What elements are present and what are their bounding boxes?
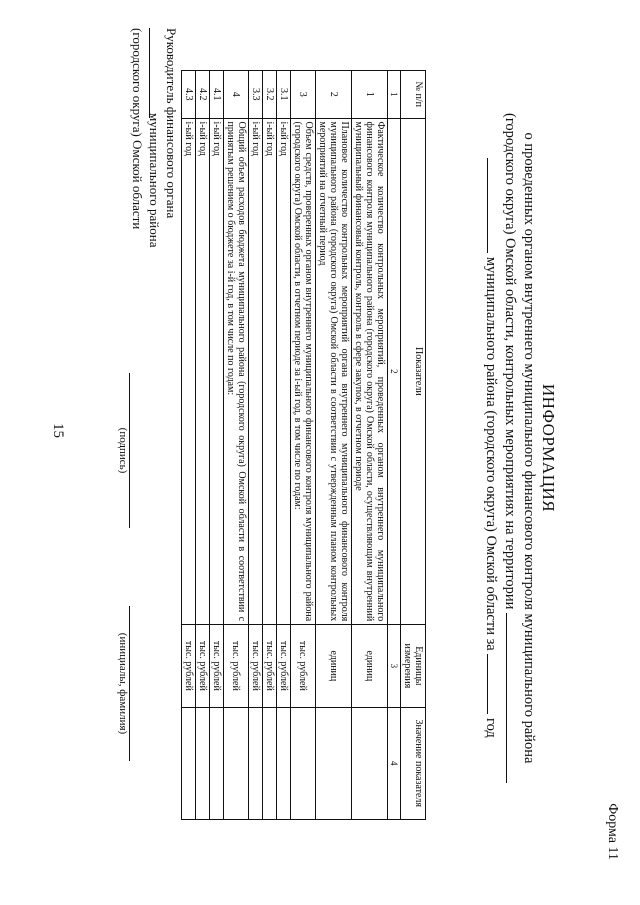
title-blank-territory — [506, 613, 519, 783]
title-blank-year — [487, 654, 500, 714]
header-value: Значение показателя — [401, 707, 426, 819]
header-indicator: Показатели — [401, 118, 426, 625]
index-cell: 2 — [388, 118, 401, 625]
title-blank-district — [487, 158, 500, 253]
row-value[interactable] — [249, 707, 263, 819]
title-heading: ИНФОРМАЦИЯ — [539, 383, 558, 513]
row-indicator: i-ый год — [277, 118, 291, 625]
row-value[interactable] — [263, 707, 277, 819]
header-number: № п/п — [401, 71, 426, 119]
header-unit: Единицы измерения — [401, 625, 426, 707]
row-unit: единиц — [316, 625, 352, 707]
row-value[interactable] — [182, 707, 196, 819]
signature-underline-district — [149, 28, 150, 118]
row-indicator: Фактическое количество контрольных мероприятий, проведенных органом внутреннего муниципального финансового контроля муниципального района (городского округа) Омской области, осуществляющим внутренний муниципальный финансовый контроль, контроль в сфере закупок, в отчетном периоде — [352, 118, 388, 625]
title-line-3-text: муниципального района (городского округа) Омской области за — [483, 256, 499, 651]
name-caption: (инициалы, фамилия) — [117, 606, 130, 761]
title-line-2 — [500, 18, 519, 878]
row-indicator: Плановое количество контрольных мероприятий органа внутреннего муниципального финансового контроля муниципального района (городского округа) Омской области в соответствии с утвержденным планом контрольных мероприятий на отчетный период — [316, 118, 352, 625]
index-cell: 4 — [388, 707, 401, 819]
row-unit: единиц — [352, 625, 388, 707]
table-row — [291, 71, 316, 820]
row-indicator: i-ый год — [182, 118, 196, 625]
title-line-1: о проведенных органом внутреннего муниципального финансового контроля муниципального района — [521, 132, 537, 764]
row-value[interactable] — [196, 707, 210, 819]
page-number: 15 — [50, 423, 66, 438]
table-row — [277, 71, 291, 820]
table-row — [224, 71, 249, 820]
row-number: 4 — [224, 71, 249, 119]
index-cell: 3 — [388, 625, 401, 707]
table-row — [316, 71, 352, 820]
row-indicator: Общий объем расходов бюджета муниципального района (городского округа) Омской области в соответствии с принятым решением о бюджете за i-й год, в том числе по годам: — [224, 118, 249, 625]
row-unit: тыс. рублей — [182, 625, 196, 707]
row-indicator: i-ый год — [196, 118, 210, 625]
row-number: 2 — [316, 71, 352, 119]
row-number: 3 — [291, 71, 316, 119]
table-row — [210, 71, 224, 820]
indicators-table — [181, 70, 426, 820]
row-indicator: Объем средств, проверенных органом внутреннего муниципального финансового контроля муниципального района (городского округа) Омской области, в отчетном периоде за i-ый год, в том числе по годам: — [291, 118, 316, 625]
table-row — [182, 71, 196, 820]
row-number: 1 — [352, 71, 388, 119]
table-row — [352, 71, 388, 820]
signature-line-2: муниципального района — [147, 113, 162, 248]
row-unit: тыс. рублей — [196, 625, 210, 707]
row-value[interactable] — [210, 707, 224, 819]
row-unit: тыс. рублей — [249, 625, 263, 707]
table-index-row — [388, 71, 401, 820]
row-number: 4.3 — [182, 71, 196, 119]
row-indicator: i-ый год — [249, 118, 263, 625]
row-unit: тыс. рублей — [263, 625, 277, 707]
row-value[interactable] — [352, 707, 388, 819]
row-value[interactable] — [291, 707, 316, 819]
title-line-2-text: (городского округа) Омской области, контрольных мероприятиях на территории — [502, 113, 518, 610]
row-number: 3.3 — [249, 71, 263, 119]
row-value[interactable] — [224, 707, 249, 819]
row-value[interactable] — [316, 707, 352, 819]
table-header-row — [401, 71, 426, 820]
table-row — [263, 71, 277, 820]
row-unit: тыс. рублей — [210, 625, 224, 707]
row-unit: тыс. рублей — [291, 625, 316, 707]
signature-caption: (подпись) — [117, 373, 130, 528]
row-indicator: i-ый год — [210, 118, 224, 625]
row-number: 4.1 — [210, 71, 224, 119]
document-title — [481, 18, 558, 878]
row-indicator: i-ый год — [263, 118, 277, 625]
table-row — [196, 71, 210, 820]
signature-line-3: (городского округа) Омской области — [130, 28, 145, 230]
row-number: 3.2 — [263, 71, 277, 119]
signature-line-1: Руководитель финансового органа — [164, 28, 179, 219]
row-number: 3.1 — [277, 71, 291, 119]
row-unit: тыс. рублей — [224, 625, 249, 707]
title-year-suffix: год — [483, 718, 499, 738]
table-row — [249, 71, 263, 820]
form-label: Форма 11 — [605, 803, 620, 860]
title-line-3 — [481, 18, 500, 878]
index-cell: 1 — [388, 71, 401, 119]
row-number: 4.2 — [196, 71, 210, 119]
row-unit: тыс. рублей — [277, 625, 291, 707]
rotated-document-sheet — [20, 18, 620, 878]
row-value[interactable] — [277, 707, 291, 819]
